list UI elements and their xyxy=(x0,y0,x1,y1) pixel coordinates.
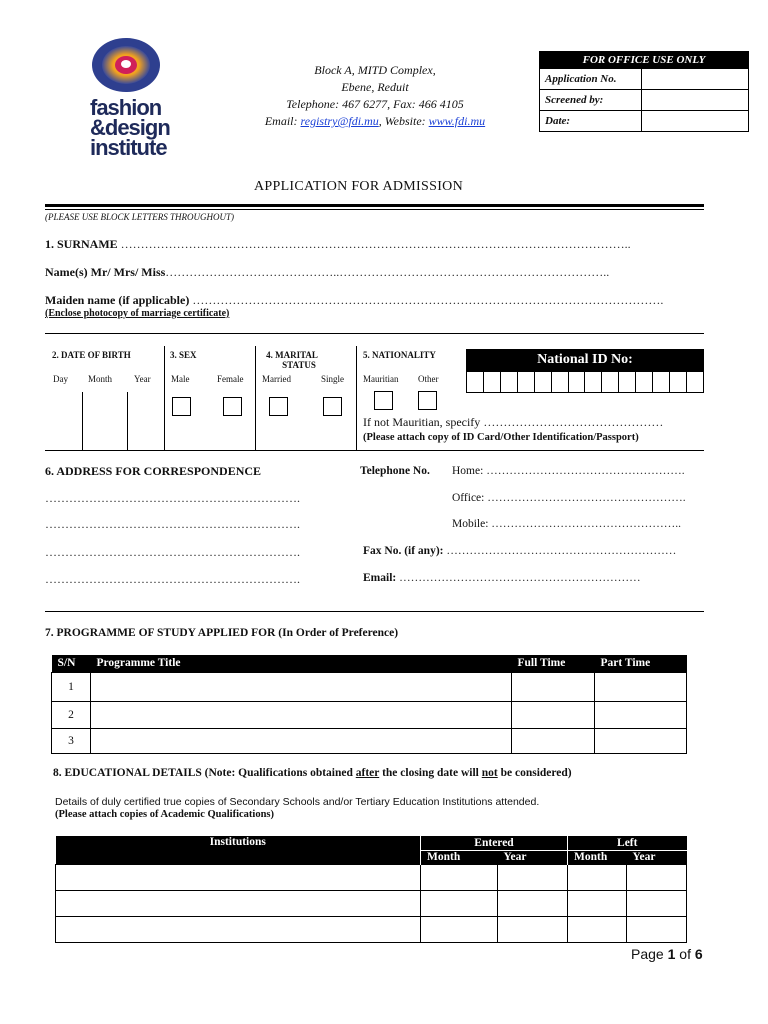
nationality-mauritian-label: Mauritian xyxy=(363,374,399,384)
education-table xyxy=(55,836,687,943)
surname-field[interactable]: ……………………………………………………………………………………………………………….. xyxy=(120,237,631,251)
education-label-part-1: 8. EDUCATIONAL DETAILS (Note: Qualifications obtained xyxy=(53,767,356,779)
home-row xyxy=(452,465,685,477)
education-header-left-year: Year xyxy=(627,850,687,864)
entered-year-field[interactable] xyxy=(498,916,568,942)
logo-line-2: &design xyxy=(90,115,170,140)
dob-day-label: Day xyxy=(53,374,68,384)
email-row xyxy=(363,572,641,584)
institution-field[interactable] xyxy=(56,864,421,890)
office-use-table xyxy=(539,51,749,132)
contact-line-3: Telephone: 467 6277, Fax: 466 4105 xyxy=(286,97,464,111)
office-phone-row xyxy=(452,492,686,504)
institution-field[interactable] xyxy=(56,890,421,916)
office-phone-field[interactable]: ……………………………………………. xyxy=(487,492,686,504)
programme-part-time-field[interactable] xyxy=(595,728,687,753)
education-label xyxy=(53,767,572,779)
contact-line-1: Block A, MITD Complex, xyxy=(314,63,436,77)
programme-header-part-time: Part Time xyxy=(595,655,687,672)
page-label: Page xyxy=(631,946,668,962)
mobile-field[interactable]: ………………………………………….. xyxy=(491,518,682,530)
programme-label: 7. PROGRAMME OF STUDY APPLIED FOR (In Order of Preference) xyxy=(45,627,399,639)
names-row xyxy=(45,265,705,280)
block-letters-instruction: (PLEASE USE BLOCK LETTERS THROUGHOUT) xyxy=(45,212,235,222)
education-header-entered: Entered xyxy=(421,836,568,850)
national-id-boxes[interactable] xyxy=(466,371,704,393)
maiden-field[interactable]: ………………………………………………………………………………………………………. xyxy=(192,293,664,307)
programme-sn: 3 xyxy=(52,728,91,753)
website-label: , Website: xyxy=(378,114,429,128)
id-attach-note: (Please attach copy of ID Card/Other Identification/Passport) xyxy=(363,432,639,443)
institution-field[interactable] xyxy=(56,916,421,942)
logo xyxy=(88,36,168,166)
education-attach-note: (Please attach copies of Academic Qualifications) xyxy=(55,809,275,820)
page-of-label: of xyxy=(675,946,695,962)
address-line-3[interactable]: ………………………………………………………. xyxy=(45,545,300,559)
surname-label: 1. SURNAME xyxy=(45,237,121,251)
names-field[interactable]: ……………………………………..………………………………………………………….. xyxy=(165,265,610,279)
dob-divider-2 xyxy=(127,392,128,450)
left-month-field[interactable] xyxy=(568,864,627,890)
application-no-field[interactable] xyxy=(642,69,749,90)
maiden-label: Maiden name (if applicable) xyxy=(45,293,193,307)
dob-label: 2. DATE OF BIRTH xyxy=(52,350,131,360)
programme-sn: 2 xyxy=(52,701,91,728)
marital-label xyxy=(262,350,322,370)
screened-by-field[interactable] xyxy=(642,90,749,111)
programme-sn: 1 xyxy=(52,672,91,701)
dob-month-label: Month xyxy=(88,374,113,384)
logo-line-3: institute xyxy=(90,135,167,160)
logo-emblem-icon xyxy=(90,36,162,94)
education-header-entered-year: Year xyxy=(498,850,568,864)
programme-full-time-field[interactable] xyxy=(512,701,595,728)
nationality-mauritian-checkbox[interactable] xyxy=(374,391,393,410)
sex-male-checkbox[interactable] xyxy=(172,397,191,416)
if-not-mauritian-row xyxy=(363,415,663,430)
email-field[interactable]: ……………………………………………………… xyxy=(399,572,641,584)
surname-row xyxy=(45,237,705,252)
contact-block xyxy=(255,62,495,130)
nationality-label: 5. NATIONALITY xyxy=(363,350,436,360)
left-month-field[interactable] xyxy=(568,916,627,942)
entered-month-field[interactable] xyxy=(421,890,498,916)
office-phone-label: Office: xyxy=(452,492,488,504)
marital-married-checkbox[interactable] xyxy=(269,397,288,416)
left-year-field[interactable] xyxy=(627,916,687,942)
mobile-label: Mobile: xyxy=(452,518,492,530)
contact-line-4 xyxy=(255,113,495,130)
screened-by-label: Screened by: xyxy=(540,90,642,111)
date-field[interactable] xyxy=(642,111,749,132)
nationality-other-checkbox[interactable] xyxy=(418,391,437,410)
education-header-institutions: Institutions xyxy=(56,836,421,864)
education-header-entered-month: Month xyxy=(421,850,498,864)
email-link[interactable]: registry@fdi.mu xyxy=(300,114,379,128)
education-header-left: Left xyxy=(568,836,687,850)
maiden-row xyxy=(45,293,705,308)
national-id-header: National ID No: xyxy=(466,349,704,371)
sex-divider xyxy=(255,346,256,450)
table-row xyxy=(52,728,687,753)
fax-field[interactable]: …………………………………………………… xyxy=(446,545,677,557)
home-label: Home: xyxy=(452,465,487,477)
home-field[interactable]: ……………………………………………. xyxy=(486,465,685,477)
sex-label: 3. SEX xyxy=(170,350,197,360)
sex-male-label: Male xyxy=(171,374,190,384)
section-rule-1 xyxy=(45,333,704,334)
education-label-part-3: be considered) xyxy=(497,767,572,779)
education-header-left-month: Month xyxy=(568,850,627,864)
education-label-not: not xyxy=(481,767,498,779)
date-label: Date: xyxy=(540,111,642,132)
sex-female-checkbox[interactable] xyxy=(223,397,242,416)
programme-header-full-time: Full Time xyxy=(512,655,595,672)
website-link[interactable]: www.fdi.mu xyxy=(428,114,486,128)
address-line-4[interactable]: ………………………………………………………. xyxy=(45,572,300,586)
left-month-field[interactable] xyxy=(568,890,627,916)
section-rule-3 xyxy=(45,611,704,612)
address-line-1[interactable]: ………………………………………………………. xyxy=(45,491,300,505)
dob-divider-3 xyxy=(164,346,165,450)
marital-single-checkbox[interactable] xyxy=(323,397,342,416)
address-line-2[interactable]: ………………………………………………………. xyxy=(45,517,300,531)
title-rule-thin xyxy=(45,209,704,210)
programme-header-sn: S/N xyxy=(52,655,91,672)
entered-month-field[interactable] xyxy=(421,864,498,890)
nationality-other-label: Other xyxy=(418,374,439,384)
entered-year-field[interactable] xyxy=(498,890,568,916)
programme-full-time-field[interactable] xyxy=(512,728,595,753)
dob-year-label: Year xyxy=(134,374,151,384)
fax-label: Fax No. (if any): xyxy=(363,545,447,557)
table-row xyxy=(56,890,687,916)
programme-full-time-field[interactable] xyxy=(512,672,595,701)
education-label-after: after xyxy=(355,767,380,779)
entered-month-field[interactable] xyxy=(421,916,498,942)
marital-label-line-1: 4. MARITAL xyxy=(266,350,318,360)
programme-part-time-field[interactable] xyxy=(595,701,687,728)
education-label-part-2: the closing date will xyxy=(379,767,482,779)
page-total: 6 xyxy=(694,946,703,962)
programme-header-title: Programme Title xyxy=(91,655,512,672)
contact-line-2: Ebene, Reduit xyxy=(341,80,409,94)
table-row xyxy=(52,701,687,728)
address-label: 6. ADDRESS FOR CORRESPONDENCE xyxy=(45,464,262,478)
programme-table xyxy=(51,655,687,754)
section-rule-2 xyxy=(45,450,704,451)
marital-label-line-2: STATUS xyxy=(282,360,316,370)
if-not-mauritian-label: If not Mauritian, specify xyxy=(363,415,484,429)
logo-line-1: fashion xyxy=(90,95,162,120)
programme-title-field[interactable] xyxy=(91,701,512,728)
fax-row xyxy=(363,545,676,557)
table-row xyxy=(52,672,687,701)
entered-year-field[interactable] xyxy=(498,864,568,890)
office-use-title: FOR OFFICE USE ONLY xyxy=(540,52,749,69)
application-no-label: Application No. xyxy=(540,69,642,90)
marital-single-label: Single xyxy=(321,374,345,384)
mobile-row xyxy=(452,518,681,530)
names-label: Name(s) Mr/ Mrs/ Miss xyxy=(45,265,166,279)
telephone-label: Telephone No. xyxy=(360,465,430,477)
programme-part-time-field[interactable] xyxy=(595,672,687,701)
email-label: Email: xyxy=(264,114,301,128)
marital-divider xyxy=(356,346,357,450)
form-title: APPLICATION FOR ADMISSION xyxy=(254,179,463,194)
dob-divider-1 xyxy=(82,392,83,450)
title-rule-thick xyxy=(45,204,704,207)
maiden-note: (Enclose photocopy of marriage certificate) xyxy=(45,308,230,319)
left-year-field[interactable] xyxy=(627,890,687,916)
programme-title-field[interactable] xyxy=(91,672,512,701)
education-details-text: Details of duly certified true copies of Secondary Schools and/or Tertiary Education Institutions attended. xyxy=(55,796,540,808)
sex-female-label: Female xyxy=(217,374,244,384)
left-year-field[interactable] xyxy=(627,864,687,890)
page-number xyxy=(631,946,703,962)
table-row xyxy=(56,916,687,942)
programme-title-field[interactable] xyxy=(91,728,512,753)
marital-married-label: Married xyxy=(262,374,291,384)
if-not-mauritian-field[interactable]: ……………………………………… xyxy=(483,415,664,429)
email-field-label: Email: xyxy=(363,572,400,584)
page-current: 1 xyxy=(667,946,676,962)
table-row xyxy=(56,864,687,890)
